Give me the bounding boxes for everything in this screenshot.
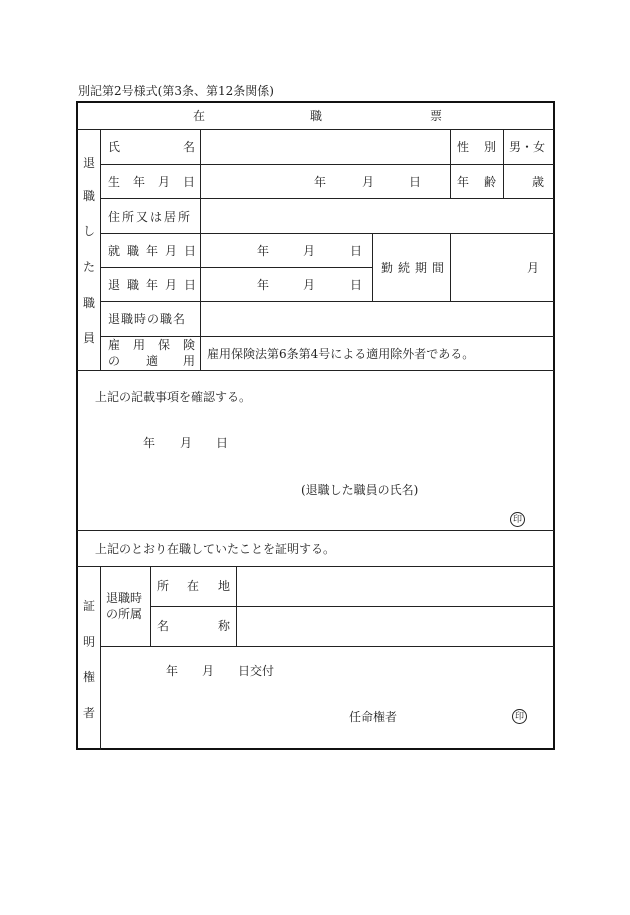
gender-label: 別 [484,140,497,154]
side-label-char: 職 [82,189,95,203]
retiree-name-label: (退職した職員の氏名) [301,483,419,497]
birth-label: 月 [158,175,171,189]
location-label: 在 [187,579,200,593]
divider [77,530,554,531]
hire-label: 日 [184,244,197,258]
birth-date-unit: 日 [409,175,422,189]
certifier-side-char: 証 [82,599,95,613]
divider [100,566,101,750]
seal-mark-icon: 印 [510,512,525,527]
issue-date-unit: 月 [202,664,215,678]
hire-date-unit: 日 [350,244,363,258]
side-label-char: 職 [82,296,95,310]
divider [100,198,554,199]
divider [236,566,237,646]
divider [150,566,151,646]
divider [450,129,451,198]
divider [200,129,201,370]
title-char: 票 [430,109,443,123]
retire-label: 退 [108,278,121,292]
service-label: 期 [415,261,428,275]
insurance-value: 雇用保険法第6条第4号による適用除外者である。 [207,347,475,361]
divider [100,164,554,165]
insurance-label: 保 [158,338,171,352]
divider [100,646,554,647]
divider [77,129,554,130]
side-label-char: 退 [82,156,95,170]
confirm-text: 上記の記載事項を確認する。 [95,390,252,404]
divider [372,233,373,301]
birth-date-unit: 月 [362,175,375,189]
birth-label: 生 [108,175,121,189]
side-label-char: し [82,224,95,238]
retire-label: 日 [184,278,197,292]
gender-label: 性 [457,140,470,154]
retire-label: 月 [165,278,178,292]
age-unit: 歳 [532,175,545,189]
divider [100,336,554,337]
hire-label: 就 [108,244,121,258]
location-label: 地 [218,579,231,593]
insurance-label: 適 [146,354,159,368]
issue-date-unit: 日交付 [238,664,275,678]
retire-label: 年 [146,278,159,292]
retire-label: 職 [127,278,140,292]
name-label: 名 [183,140,196,154]
insurance-label: 用 [183,354,196,368]
divider [150,606,554,607]
divider [100,129,101,370]
hire-label: 年 [146,244,159,258]
title-char: 在 [193,109,206,123]
confirm-date-unit: 月 [180,436,193,450]
dept-label: の所属 [106,607,143,621]
divider [100,233,554,234]
gender-value: 男・女 [509,140,546,154]
divider [77,370,554,371]
divider [100,301,554,302]
form-caption: 別記第2号様式(第3条、第12条関係) [78,84,274,98]
insurance-label: の [108,354,121,368]
confirm-date-unit: 日 [216,436,229,450]
hire-label: 職 [127,244,140,258]
certifier-side-char: 権 [82,670,95,684]
issue-date-unit: 年 [166,664,179,678]
dept-label: 退職時 [106,591,143,605]
hire-label: 月 [165,244,178,258]
org-name-label: 名 [157,619,170,633]
insurance-label: 険 [183,338,196,352]
confirm-date-unit: 年 [143,436,156,450]
seal-mark-icon: 印 [512,709,527,724]
service-label: 続 [398,261,411,275]
certify-text: 上記のとおり在職していたことを証明する。 [95,542,336,556]
retire-date-unit: 日 [350,278,363,292]
address-label: 住所又は居所 [108,210,193,224]
name-label: 氏 [108,140,121,154]
age-label: 年 [457,175,470,189]
appointing-authority-label: 任命権者 [349,710,398,724]
location-label: 所 [157,579,170,593]
retire-date-unit: 月 [303,278,316,292]
service-unit: 月 [527,261,540,275]
service-label: 勤 [381,261,394,275]
divider [503,129,504,198]
service-label: 間 [432,261,445,275]
retire-date-unit: 年 [257,278,270,292]
insurance-label: 雇 [108,338,121,352]
birth-label: 日 [183,175,196,189]
side-label-char: 員 [82,331,95,345]
org-name-label: 称 [218,619,231,633]
position-label: 退職時の職名 [108,312,187,326]
birth-date-unit: 年 [314,175,327,189]
certifier-side-char: 者 [82,706,95,720]
hire-date-unit: 年 [257,244,270,258]
birth-label: 年 [133,175,146,189]
hire-date-unit: 月 [303,244,316,258]
divider [100,267,372,268]
divider [450,233,451,301]
divider [77,566,554,567]
title-char: 職 [310,109,323,123]
side-label-char: た [82,260,95,274]
insurance-label: 用 [133,338,146,352]
age-label: 齢 [484,175,497,189]
certifier-side-char: 明 [82,635,95,649]
